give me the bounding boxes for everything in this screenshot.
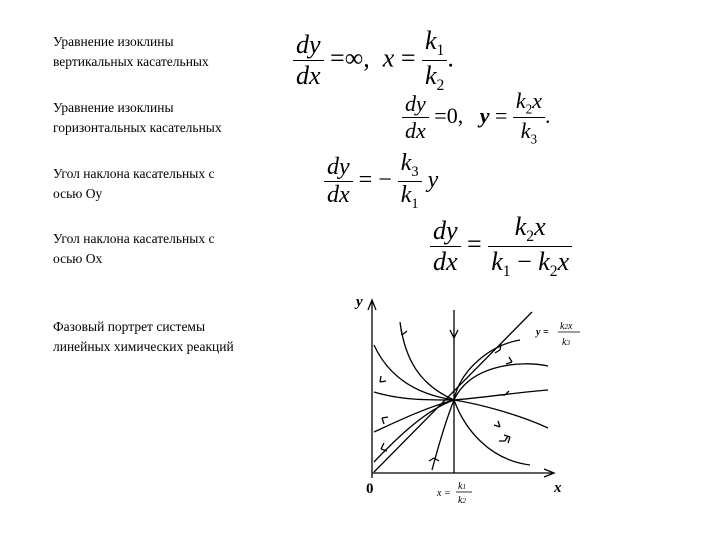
formula-slope-oy: $\frac{dy}{dx}$ = − $\frac{k_3}{k_1}$ y (324, 150, 438, 213)
label-line: горизонтальных касательных (53, 120, 222, 135)
origin-label: 0 (366, 481, 374, 497)
fraction-k2x-over-k1-minus-k2x: $\frac{k_2x}{k_1 - k_2x}$ (488, 212, 572, 281)
fraction-k3-k1: $\frac{k_3}{k_1}$ (398, 150, 422, 213)
label-line: осью Oy (53, 186, 103, 201)
trajectory (454, 400, 530, 465)
isocline-y-label: y = (536, 327, 549, 338)
fraction-dy-dx: $\frac{dy}{dx}$ (430, 216, 461, 277)
label-line: линейных химических реакций (53, 339, 234, 354)
label-line: Уравнение изоклины (53, 100, 174, 115)
formula-vertical-isocline: $\frac{dy}{dx}$ =∞, x = $\frac{k_1}{k_2}$ . (293, 26, 454, 95)
label-line: Фазовый портрет системы (53, 319, 206, 334)
infinity-symbol: ∞ (344, 43, 364, 73)
svg-text:k1: k1 (458, 481, 466, 492)
isocline-x-label: x = (437, 488, 451, 499)
label-line: Угол наклона касательных с (53, 166, 215, 181)
trajectory (400, 322, 454, 400)
svg-text:k2: k2 (458, 495, 466, 506)
trajectory (374, 345, 454, 400)
formula-horizontal-isocline: $\frac{dy}{dx}$ =0, y = $\frac{k_2x}{k_3}$ . (402, 88, 551, 148)
label-line: вертикальных касательных (53, 54, 209, 69)
formula-slope-ox: $\frac{dy}{dx}$ = $\frac{k_2x}{k_1 - k_2x}$ (430, 212, 572, 281)
fraction-dy-dx: $\frac{dy}{dx}$ (402, 91, 429, 144)
fraction-dy-dx: $\frac{dy}{dx}$ (293, 30, 324, 91)
svg-text:k2x: k2x (560, 321, 573, 332)
label-line: Угол наклона касательных с (53, 231, 215, 246)
label-line: Уравнение изоклины (53, 34, 174, 49)
axis-x-label: x (554, 480, 562, 496)
fraction-k2x-k3: $\frac{k_2x}{k_3}$ (513, 88, 545, 148)
fraction-dy-dx: $\frac{dy}{dx}$ (324, 154, 353, 209)
trajectory (454, 400, 548, 428)
trajectory (454, 340, 520, 400)
axis-y-label: y (356, 294, 363, 310)
fraction-k1-k2: $\frac{k_1}{k_2}$ (422, 26, 447, 95)
svg-text:k3: k3 (562, 337, 570, 348)
label-line: осью Ox (53, 251, 103, 266)
